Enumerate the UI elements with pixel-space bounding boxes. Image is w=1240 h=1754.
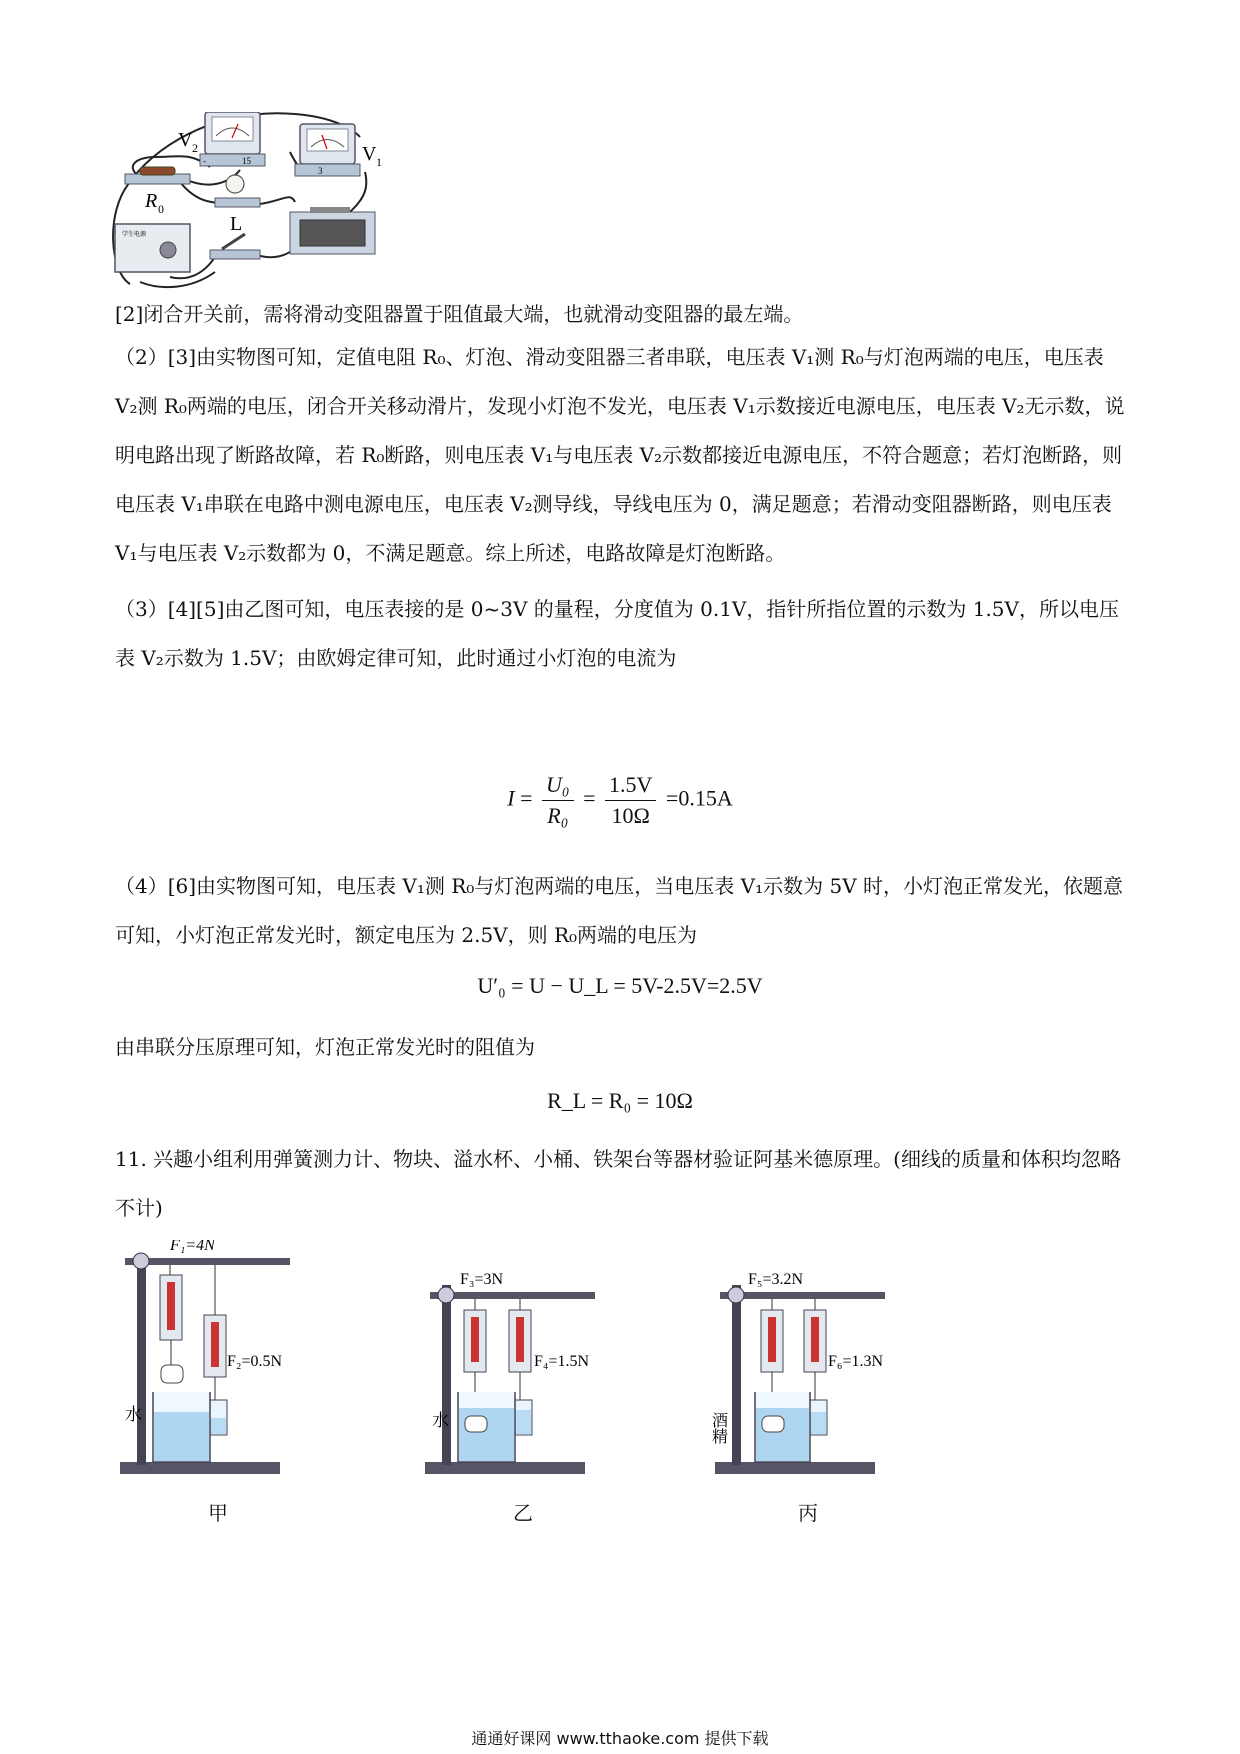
eq1-equals: = <box>520 785 533 811</box>
eq1-denominator-value: 10Ω <box>611 803 650 828</box>
caption-yi: 乙 <box>513 1501 533 1525</box>
lamp-label: L <box>230 213 243 235</box>
v2-label: V <box>178 129 193 151</box>
v1-label-sub: 1 <box>376 155 382 169</box>
figure-yi <box>420 1240 620 1475</box>
yi-force-top: F₃=3N <box>460 1271 504 1288</box>
eq1-fraction-symbolic <box>542 772 574 829</box>
eq1-numerator: U₀ <box>542 772 574 801</box>
eq2-text: U′₀ = U − U_L = 5V-2.5V=2.5V <box>477 973 763 998</box>
v2-minus-label: - <box>203 156 206 166</box>
r0-label: R <box>145 190 158 212</box>
caption-jia: 甲 <box>208 1501 228 1525</box>
bing-force-side: F₆=1.3N <box>828 1353 884 1370</box>
caption-bing: 丙 <box>798 1501 818 1525</box>
equation-ohm-current <box>0 772 1240 829</box>
eq1-fraction-numeric <box>605 772 656 829</box>
eq1-denominator: R₀ <box>547 803 569 828</box>
yi-liquid-label: 水 <box>432 1411 449 1430</box>
eq1-equals-2: = <box>583 785 596 811</box>
r0-label-sub: 0 <box>158 202 164 216</box>
paragraph-2: （2）[3]由实物图可知，定值电阻 R₀、灯泡、滑动变阻器三者串联，电压表 V₁测 R₀与灯泡两端的电压，电压表 V₂测 R₀两端的电压，闭合开关移动滑片，发现小灯泡不发光，电压表 V₁示数接近电源电压，电压表 V₂无示数，说明电路出现了断路故障，若 R₀断路，则电压表 V₁与电压表 V₂示数都接近电源电压，不符合题意；若灯泡断路，则电压表 V₁串联在电路中测电源电压，电压表 V₂测导线，导线电压为 0，满足题意；若滑动变阻器断路，则电压表 V₁与电压表 V₂示数都为 0，不满足题意。综上所述，电路故障是灯泡断路。 <box>115 345 1125 565</box>
v2-label-sub: 2 <box>192 141 198 155</box>
paragraph-5: 由串联分压原理可知，灯泡正常发光时的阻值为 <box>115 1035 535 1059</box>
jia-liquid-label: 水 <box>125 1405 142 1424</box>
circuit-diagram <box>110 112 430 302</box>
jia-force-top: F₁=4N <box>170 1240 215 1254</box>
v2-terminal-15: 15 <box>242 156 251 166</box>
eq3-text: R_L = R₀ = 10Ω <box>547 1088 693 1113</box>
power-supply-label: 学生电源 <box>122 232 147 238</box>
paragraph-4: （4）[6]由实物图可知，电压表 V₁测 R₀与灯泡两端的电压，当电压表 V₁示数为 5V 时，小灯泡正常发光，依题意可知，小灯泡正常发光时，额定电压为 2.5V，则 R₀两端的电压为 <box>115 874 1124 947</box>
eq1-lhs: I <box>507 785 515 811</box>
figure-jia <box>115 1240 315 1475</box>
bing-liquid-label: 酒精 <box>710 1412 727 1444</box>
v1-terminal-3: 3 <box>318 166 323 176</box>
v1-label: V <box>362 143 377 165</box>
jia-force-side: F₂=0.5N <box>227 1353 283 1370</box>
eq1-result: =0.15A <box>665 785 733 811</box>
eq1-numerator-value: 1.5V <box>605 772 656 801</box>
equation-r0-voltage <box>0 973 1240 999</box>
question-11: 11. 兴趣小组利用弹簧测力计、物块、溢水杯、小桶、铁架台等器材验证阿基米德原理。(细线的质量和体积均忽略不计) <box>115 1147 1121 1220</box>
paragraph-1: [2]闭合开关前，需将滑动变阻器置于阻值最大端，也就滑动变阻器的最左端。 <box>115 302 804 326</box>
equation-lamp-resistance <box>0 1088 1240 1114</box>
figure-bing <box>710 1240 920 1475</box>
yi-force-side: F₄=1.5N <box>534 1353 590 1370</box>
paragraph-3: （3）[4][5]由乙图可知，电压表接的是 0~3V 的量程，分度值为 0.1V，指针所指位置的示数为 1.5V，所以电压表 V₂示数为 1.5V；由欧姆定律可知，此时通过小灯泡的电流为 <box>115 597 1119 670</box>
page-footer: 通通好课网 www.tthaoke.com 提供下载 <box>471 1729 769 1748</box>
bing-force-top: F₅=3.2N <box>748 1271 804 1288</box>
